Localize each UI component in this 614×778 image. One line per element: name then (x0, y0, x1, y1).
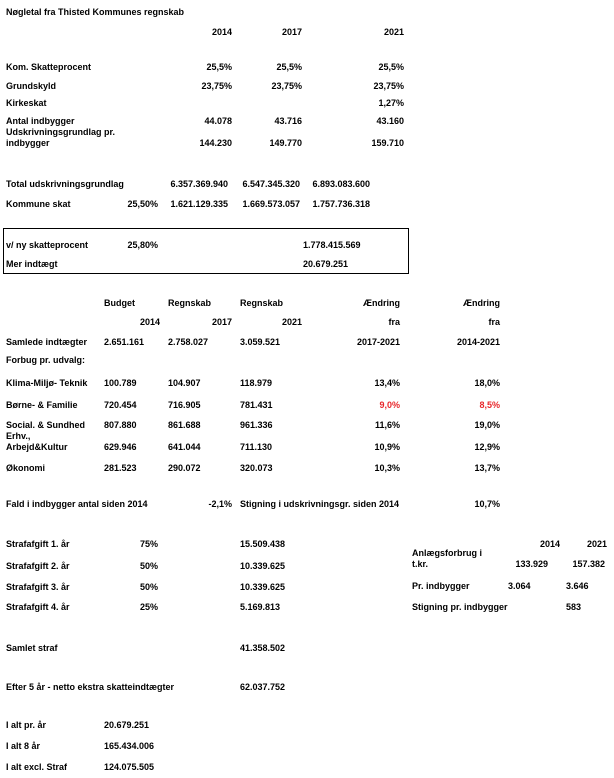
cell: 43.160 (376, 116, 404, 126)
header-fra-2: fra (488, 317, 500, 327)
period-2: 2014-2021 (456, 337, 500, 347)
cell: 1.757.736.318 (312, 199, 370, 209)
cell: 25,5% (378, 62, 404, 72)
cell: 104.907 (168, 378, 201, 388)
cell: 6.893.083.600 (312, 179, 370, 189)
cell: 124.075.505 (104, 762, 155, 772)
anlaeg-v1: 133.929 (515, 559, 548, 569)
straf-value: 15.509.438 (240, 539, 286, 549)
row-label: Strafafgift 2. år (6, 561, 70, 571)
fald-value: -2,1% (208, 499, 232, 509)
year-2017: 2017 (281, 27, 302, 37)
total-label: Total udskrivningsgrundlag (6, 179, 124, 189)
row-label: Økonomi (6, 463, 46, 473)
stigning-label: Stigning i udskrivningsgr. siden 2014 (240, 499, 400, 509)
change-cell: 10,3% (374, 463, 400, 473)
kommune-label: Kommune skat (6, 199, 71, 209)
cell: 23,75% (373, 81, 404, 91)
efter-label: Efter 5 år - netto ekstra skatteindtægter (6, 682, 175, 692)
samlet-label: Samlet straf (6, 643, 58, 653)
header-aendring-1: Ændring (363, 298, 400, 308)
cell: 165.434.006 (104, 741, 155, 751)
change-cell: 13,7% (474, 463, 500, 473)
cell: 861.688 (168, 420, 201, 430)
pr-indbygger-v1: 3.064 (508, 581, 531, 591)
straf-pct: 50% (139, 561, 158, 571)
samlet-value: 41.358.502 (240, 643, 286, 653)
cell: 281.523 (104, 463, 137, 473)
year-2014: 2014 (211, 27, 232, 37)
ny-pct: 25,80% (127, 240, 158, 250)
header-regnskab: Regnskab (168, 298, 212, 308)
change-cell-highlight: 9,0% (379, 400, 400, 410)
cell: 2.651.161 (104, 337, 145, 347)
forbug-label: Forbug pr. udvalg: (6, 355, 85, 365)
pr-indbygger-v2: 3.646 (566, 581, 589, 591)
page-title: Nøgletal fra Thisted Kommunes regnskab (6, 7, 185, 17)
cell: 23,75% (201, 81, 232, 91)
cell: 6.357.369.940 (170, 179, 228, 189)
cell: 25,5% (276, 62, 302, 72)
row-label: Social. & Sundhed (6, 420, 86, 430)
anlaeg-label: Anlægsforbrug i (412, 548, 482, 558)
kommune-pct: 25,50% (127, 199, 158, 209)
row-label: Strafafgift 3. år (6, 582, 70, 592)
year-2021: 2021 (383, 27, 404, 37)
anlaeg-year-2021: 2021 (586, 539, 607, 549)
cell: 781.431 (240, 400, 273, 410)
efter-value: 62.037.752 (240, 682, 286, 692)
header-regnskab-2021: Regnskab (240, 298, 284, 308)
straf-value: 5.169.813 (240, 602, 281, 612)
cell: 1.669.573.057 (242, 199, 300, 209)
straf-pct: 50% (139, 582, 158, 592)
cell: 290.072 (168, 463, 201, 473)
header-y2021: 2021 (281, 317, 302, 327)
row-label: Klima-Miljø- Teknik (6, 378, 88, 388)
row-label: Samlede indtægter (6, 337, 88, 347)
row-label: Arbejd&Kultur (6, 442, 68, 452)
cell: 641.044 (168, 442, 201, 452)
stigning-pr-value: 583 (566, 602, 582, 612)
row-label: I alt excl. Straf (6, 762, 68, 772)
cell: 2.758.027 (168, 337, 209, 347)
stigning-pr-label: Stigning pr. indbygger (412, 602, 508, 612)
row-label: Kom. Skatteprocent (6, 62, 92, 72)
cell: 44.078 (204, 116, 232, 126)
header-fra-1: fra (388, 317, 400, 327)
cell: 149.770 (269, 138, 302, 148)
anlaeg-year-2014: 2014 (539, 539, 560, 549)
cell: 716.905 (168, 400, 201, 410)
anlaeg-v2: 157.382 (572, 559, 605, 569)
change-cell: 12,9% (474, 442, 500, 452)
row-label: Udskrivningsgrundlag pr. (6, 127, 116, 137)
row-label: Strafafgift 4. år (6, 602, 70, 612)
row-label: Kirkeskat (6, 98, 47, 108)
row-label: I alt 8 år (6, 741, 41, 751)
mer-value: 20.679.251 (303, 259, 349, 269)
cell: 144.230 (199, 138, 232, 148)
cell: 807.880 (104, 420, 137, 430)
ny-value: 1.778.415.569 (303, 240, 361, 250)
cell: 720.454 (104, 400, 137, 410)
row-label: Børne- & Familie (6, 400, 78, 410)
header-y2014: 2014 (139, 317, 160, 327)
ny-label: v/ ny skatteprocent (6, 240, 89, 250)
change-cell: 10,9% (374, 442, 400, 452)
change-cell: 11,6% (374, 420, 400, 430)
period-1: 2017-2021 (356, 337, 400, 347)
stigning-value: 10,7% (474, 499, 500, 509)
row-label: indbygger (6, 138, 50, 148)
straf-value: 10.339.625 (240, 582, 286, 592)
straf-value: 10.339.625 (240, 561, 286, 571)
cell: 6.547.345.320 (242, 179, 300, 189)
cell: 23,75% (271, 81, 302, 91)
cell: 320.073 (240, 463, 273, 473)
change-cell: 13,4% (374, 378, 400, 388)
change-cell-highlight: 8,5% (479, 400, 500, 410)
anlaeg-label-2: t.kr. (412, 559, 429, 569)
cell: 20.679.251 (104, 720, 150, 730)
row-label: Antal indbygger (6, 116, 75, 126)
cell: 43.716 (274, 116, 302, 126)
cell: 711.130 (240, 442, 273, 452)
header-y2017: 2017 (211, 317, 232, 327)
row-label: Strafafgift 1. år (6, 539, 70, 549)
cell: 961.336 (240, 420, 273, 430)
cell: 100.789 (104, 378, 137, 388)
cell: 1,27% (378, 98, 404, 108)
cell: 159.710 (371, 138, 404, 148)
fald-label: Fald i indbygger antal siden 2014 (6, 499, 148, 509)
mer-label: Mer indtægt (6, 259, 58, 269)
row-label-2: Erhv., (6, 431, 31, 441)
cell: 1.621.129.335 (170, 199, 228, 209)
row-label: I alt pr. år (6, 720, 47, 730)
cell: 629.946 (104, 442, 137, 452)
header-aendring-2: Ændring (463, 298, 500, 308)
change-cell: 19,0% (474, 420, 500, 430)
straf-pct: 25% (139, 602, 158, 612)
ny-skat-box (3, 228, 409, 274)
straf-pct: 75% (139, 539, 158, 549)
header-budget: Budget (104, 298, 135, 308)
cell: 3.059.521 (240, 337, 281, 347)
cell: 25,5% (206, 62, 232, 72)
change-cell: 18,0% (474, 378, 500, 388)
pr-indbygger-label: Pr. indbygger (412, 581, 470, 591)
cell: 118.979 (240, 378, 273, 388)
row-label: Grundskyld (6, 81, 57, 91)
